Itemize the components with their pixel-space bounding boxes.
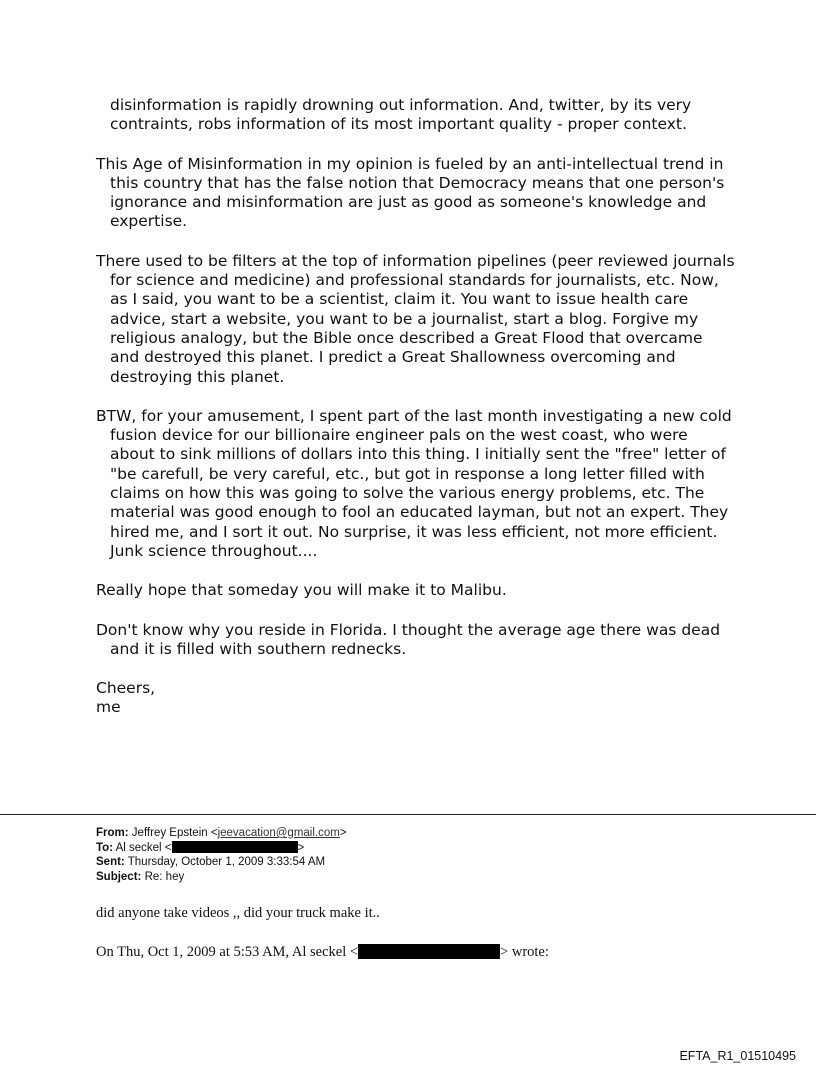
to-label: To: xyxy=(96,841,114,854)
to-close: > xyxy=(297,841,305,854)
from-line xyxy=(96,826,347,841)
from-email-link[interactable]: jeevacation@gmail.com xyxy=(217,827,340,839)
redaction-bar xyxy=(358,944,500,959)
paragraph-malibu: Really hope that someday you will make it to Malibu. xyxy=(96,581,507,600)
reply-body: did anyone take videos ,, did your truck make it.. xyxy=(96,905,380,921)
document-id: EFTA_R1_01510495 xyxy=(679,1049,796,1063)
from-label: From: xyxy=(96,827,129,839)
paragraph-florida: Don't know why you reside in Florida. I thought the average age there was dead and it is filled with southern rednecks. xyxy=(96,620,721,658)
paragraph-context: disinformation is rapidly drowning out information. And, twitter, by its very contraints, robs information of its most important quality - proper context. xyxy=(110,96,692,134)
paragraph-age-of-misinformation: This Age of Misinformation in my opinion is fueled by an anti-intellectual trend in this country that has the false notion that Democracy means that one person's ignorance and misinformation are just as good as someone's knowledge and expertise. xyxy=(96,154,725,231)
to-name: Al seckel < xyxy=(115,841,172,854)
email-body xyxy=(96,96,736,718)
paragraph-cold-fusion: BTW, for your amusement, I spent part of the last month investigating a new cold fusion device for our billionaire engineer pals on the west coast, who were about to sink millions of dollars into this thing. I initially sent the "free" letter of "be carefull, be very careful, etc., but got in response a long letter filled with claims on how this was going to solve the various energy problems, etc. The material was good enough to fool an educated layman, but not an expert. They hired me, and I sort it out. No surprise, it was less efficient, not more efficient. Junk science throughout.... xyxy=(96,406,732,560)
from-name: Jeffrey Epstein < xyxy=(131,827,218,839)
redaction-bar xyxy=(172,841,298,853)
subject-label: Subject: xyxy=(96,870,142,883)
subject-line xyxy=(96,870,347,885)
subject-value: Re: hey xyxy=(144,870,185,883)
quote-attribution xyxy=(96,944,549,961)
to-line xyxy=(96,841,347,856)
sent-line xyxy=(96,855,347,870)
from-close: > xyxy=(339,827,347,839)
sent-label: Sent: xyxy=(96,856,125,869)
signature: me xyxy=(96,698,121,717)
closing: Cheers, xyxy=(96,679,156,698)
sent-value: Thursday, October 1, 2009 3:33:54 AM xyxy=(127,856,326,869)
quote-prefix: On Thu, Oct 1, 2009 at 5:53 AM, Al seckel < xyxy=(96,944,359,960)
email-header xyxy=(96,826,347,884)
header-divider xyxy=(0,814,816,815)
quote-suffix: > wrote: xyxy=(500,944,549,960)
paragraph-filters: There used to be filters at the top of information pipelines (peer reviewed journals for science and medicine) and professional standards for journalists, etc. Now, as I said, you want to be a scientist, claim it. You want to issue health care advice, start a website, you want to be a journalist, start a blog. Forgive my religious analogy, but the Bible once described a Great Flood that overcame and destroyed this planet. I predict a Great Shallowness overcoming and destroying this planet. xyxy=(96,251,735,386)
